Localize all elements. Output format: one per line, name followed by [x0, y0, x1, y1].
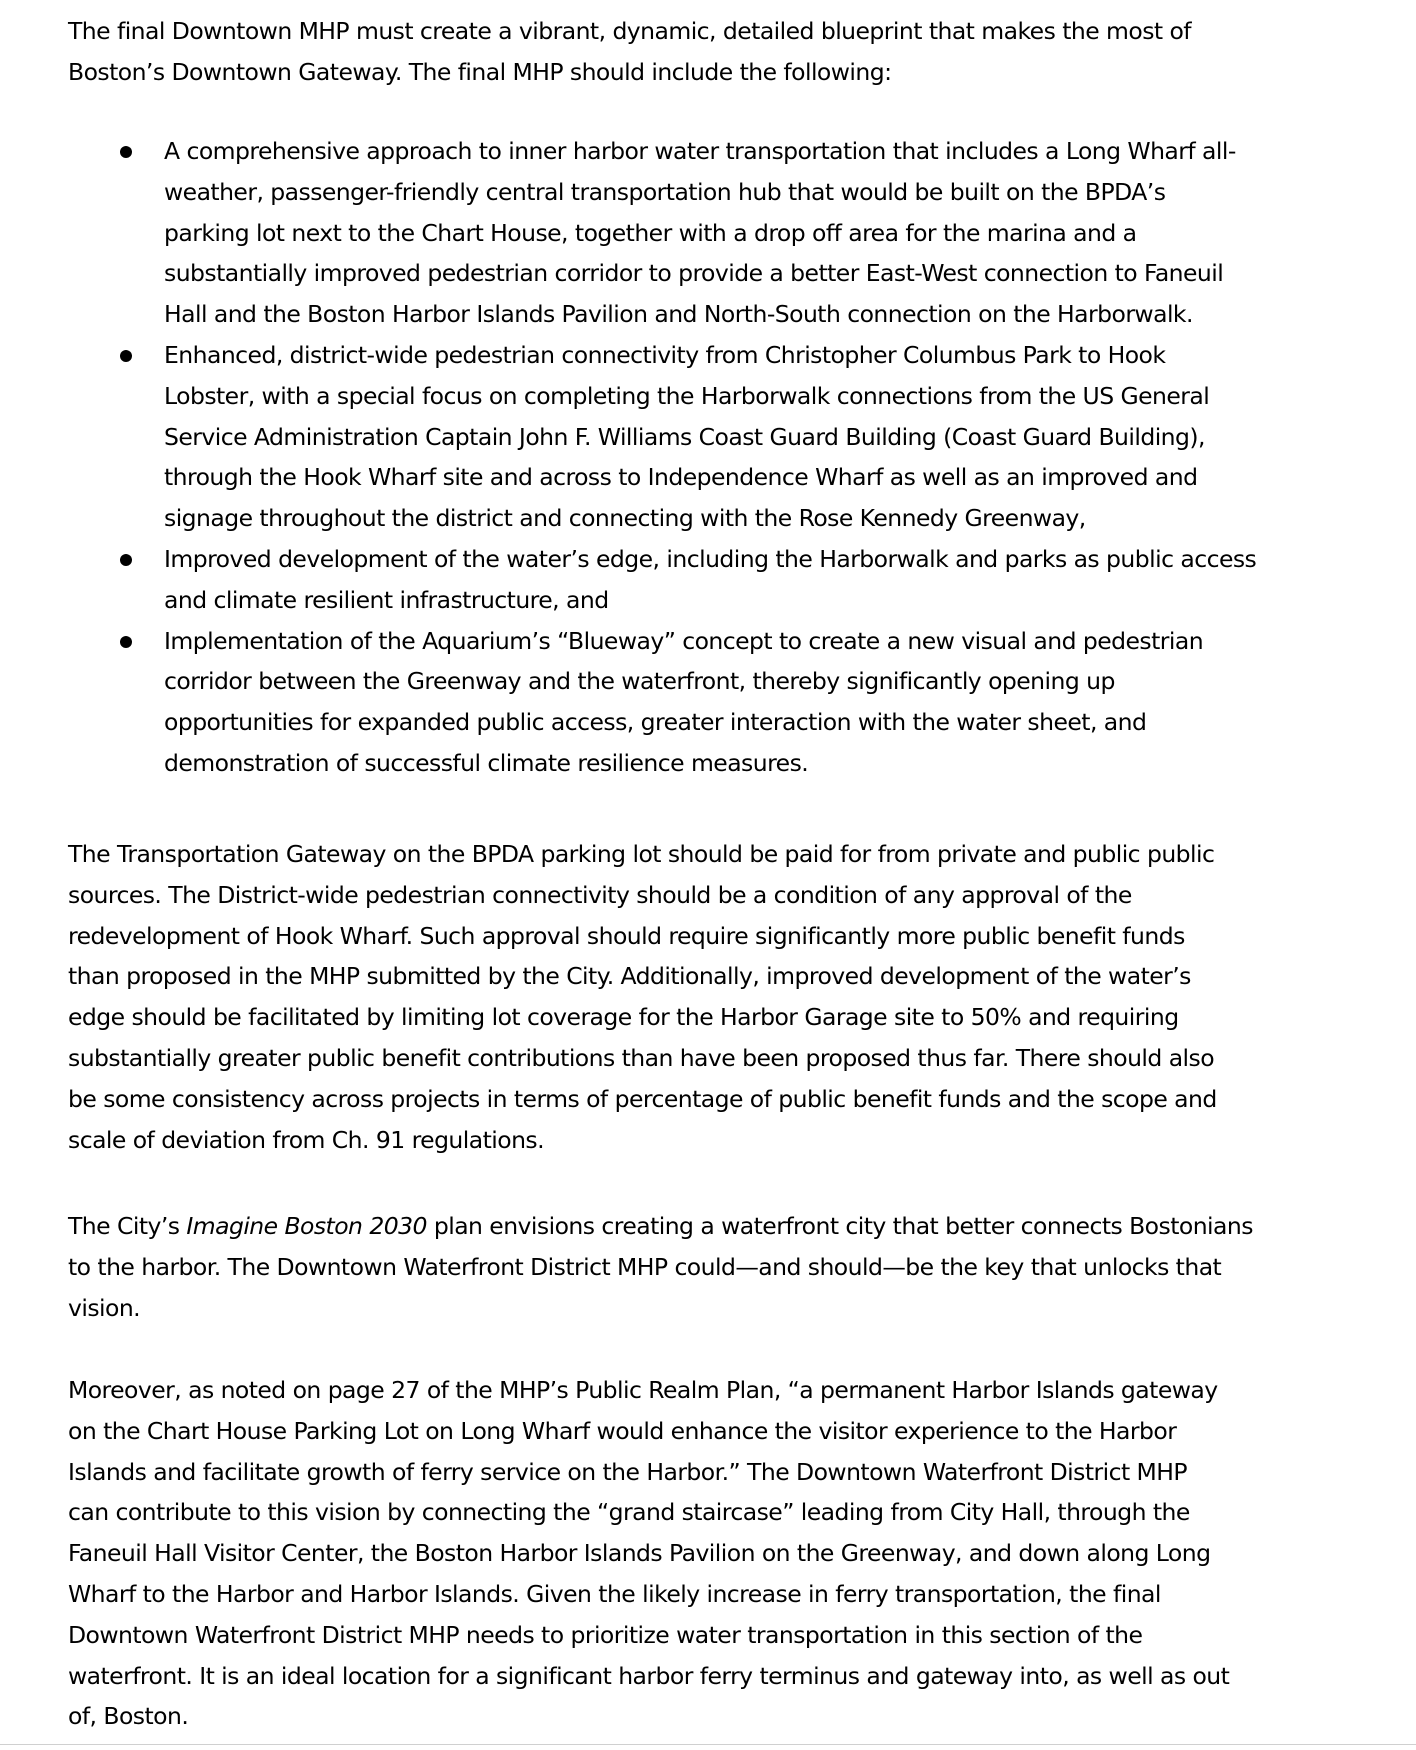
paragraph-line: edge should be facilitated by limiting lot coverage for the Harbor Garage site to 50% and requiring	[68, 1003, 1179, 1032]
page-bottom-divider	[0, 1744, 1416, 1745]
list-item-line: opportunities for expanded public access, greater interaction with the water sheet, and	[164, 708, 1147, 737]
paragraph-line	[68, 1206, 1328, 1247]
paragraph-line: of, Boston.	[68, 1702, 189, 1731]
paragraph-line: on the Chart House Parking Lot on Long Wharf would enhance the visitor experience to the Harbor	[68, 1416, 1177, 1445]
paragraph-line: Faneuil Hall Visitor Center, the Boston Harbor Islands Pavilion on the Greenway, and down along Long	[68, 1539, 1211, 1568]
paragraph-line: to the harbor. The Downtown Waterfront District MHP could—and should—be the key that unlocks that	[68, 1252, 1222, 1281]
bullet-icon	[120, 146, 132, 158]
paragraph-line: scale of deviation from Ch. 91 regulations.	[68, 1125, 545, 1154]
transportation-paragraph	[68, 834, 1328, 1160]
list-item-line: Improved development of the water’s edge, including the Harborwalk and parks as public access	[164, 544, 1257, 573]
paragraph-line: waterfront. It is an ideal location for a significant harbor ferry terminus and gateway into, as well as out	[68, 1661, 1230, 1690]
paragraph-line: substantially greater public benefit contributions than have been proposed thus far. There should also	[68, 1043, 1215, 1072]
paragraph-line: be some consistency across projects in terms of percentage of public benefit funds and the scope and	[68, 1084, 1217, 1113]
paragraph-line: Islands and facilitate growth of ferry service on the Harbor.” The Downtown Waterfront District MHP	[68, 1457, 1188, 1486]
list-item-line: Service Administration Captain John F. Williams Coast Guard Building (Coast Guard Building),	[164, 422, 1205, 451]
text-run: plan envisions creating a waterfront city that better connects Bostonians	[426, 1212, 1253, 1240]
bullet-icon	[120, 350, 132, 362]
paragraph-line: Moreover, as noted on page 27 of the MHP’s Public Realm Plan, “a permanent Harbor Islands gateway	[68, 1376, 1218, 1404]
list-item	[68, 539, 1328, 621]
paragraph-line: The Transportation Gateway on the BPDA parking lot should be paid for from private and public public	[68, 840, 1215, 868]
list-item	[68, 131, 1328, 335]
list-item-line: and climate resilient infrastructure, and	[164, 585, 609, 614]
paragraph-line: redevelopment of Hook Wharf. Such approval should require significantly more public benefit funds	[68, 921, 1185, 950]
bullet-icon	[120, 636, 132, 648]
list-item-line: Enhanced, district-wide pedestrian connectivity from Christopher Columbus Park to Hook	[164, 340, 1166, 369]
list-item-line: demonstration of successful climate resilience measures.	[164, 748, 809, 777]
paragraph-line: can contribute to this vision by connecting the “grand staircase” leading from City Hall, through the	[68, 1498, 1190, 1527]
list-item	[68, 621, 1328, 784]
paragraph-line: Downtown Waterfront District MHP needs to prioritize water transportation in this section of the	[68, 1620, 1143, 1649]
moreover-paragraph	[68, 1370, 1328, 1737]
list-item-line: Lobster, with a special focus on completing the Harborwalk connections from the US General	[164, 381, 1210, 410]
intro-line: The final Downtown MHP must create a vibrant, dynamic, detailed blueprint that makes the most of	[68, 17, 1192, 45]
list-item-line: A comprehensive approach to inner harbor water transportation that includes a Long Wharf all-	[164, 137, 1236, 165]
list-item-line: weather, passenger-friendly central transportation hub that would be built on the BPDA’s	[164, 177, 1166, 206]
list-item-line: signage throughout the district and connecting with the Rose Kennedy Greenway,	[164, 504, 1086, 533]
text-run: The City’s	[68, 1212, 187, 1240]
intro-paragraph	[68, 11, 1328, 93]
paragraph-line: vision.	[68, 1293, 141, 1322]
requirements-list	[68, 131, 1328, 784]
plan-title: Imagine Boston 2030	[186, 1212, 427, 1240]
list-item-line: substantially improved pedestrian corridor to provide a better East-West connection to Faneuil	[164, 259, 1224, 288]
list-item-line: Implementation of the Aquarium’s “Blueway” concept to create a new visual and pedestrian	[164, 626, 1204, 655]
paragraph-line: Wharf to the Harbor and Harbor Islands. Given the likely increase in ferry transportation, the final	[68, 1579, 1161, 1608]
paragraph-line: sources. The District-wide pedestrian connectivity should be a condition of any approval of the	[68, 880, 1132, 909]
imagine-boston-paragraph	[68, 1206, 1328, 1328]
list-item-line: corridor between the Greenway and the waterfront, thereby significantly opening up	[164, 667, 1115, 696]
list-item-line: through the Hook Wharf site and across to Independence Wharf as well as an improved and	[164, 463, 1198, 492]
list-item	[68, 335, 1328, 539]
list-item-line: parking lot next to the Chart House, together with a drop off area for the marina and a	[164, 218, 1137, 247]
intro-line: Boston’s Downtown Gateway. The final MHP should include the following:	[68, 57, 892, 86]
bullet-icon	[120, 554, 132, 566]
list-item-line: Hall and the Boston Harbor Islands Pavilion and North-South connection on the Harborwalk.	[164, 300, 1193, 329]
paragraph-line: than proposed in the MHP submitted by the City. Additionally, improved development of the water’s	[68, 962, 1191, 991]
